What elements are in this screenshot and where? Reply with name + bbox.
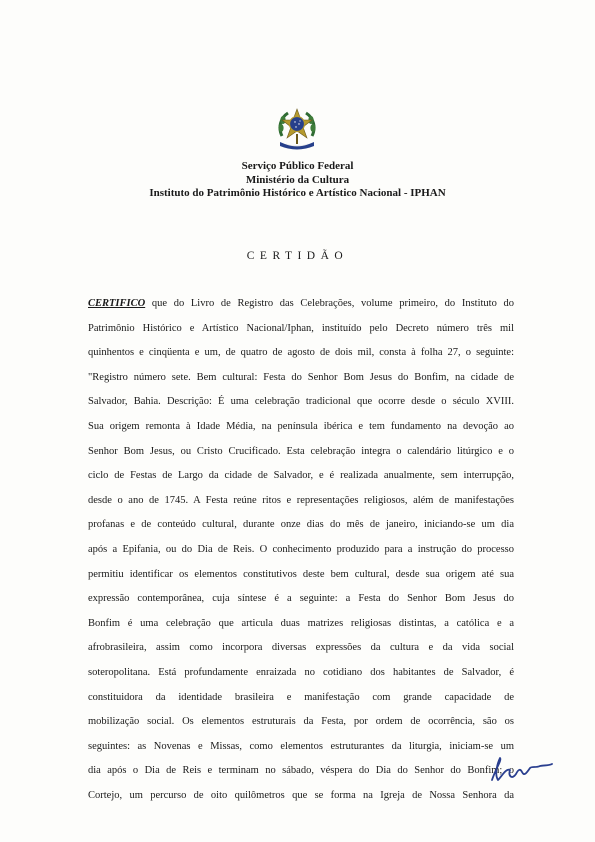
handwritten-signature-icon [488,752,556,786]
body-line [88,292,514,317]
body-line: desde o ano de 1745. A Festa reúne ritos e representações religiosos, além de manifestações [88,494,514,506]
letterhead [0,160,595,201]
service-name: Serviço Público Federal [241,160,354,172]
ministry-name: Ministério da Cultura [245,173,350,186]
body-line: Bonfim é uma celebração que articula duas matrizes religiosas distintas, a católica e a [88,617,514,629]
first-line-text: que do Livro de Registro das Celebrações, volume primeiro, do Instituto do [151,298,514,309]
coat-of-arms-icon [274,106,320,152]
body-line: Salvador, Bahia. Descrição: É uma celebração tradicional que ocorre desde o século XVIII. [88,396,514,408]
certificate-body [88,292,514,808]
body-line: mobilização social. Os elementos estruturais da Festa, por ordem de ocorrência, são os [88,716,514,728]
institute-name: Instituto do Patrimônio Histórico e Artístico Nacional - IPHAN [149,187,446,199]
body-line: expressão contemporânea, cuja síntese é a seguinte: a Festa do Senhor Bom Jesus do [88,593,514,605]
body-line: quinhentos e cinqüenta e um, de quatro de agosto de dois mil, consta à folha 27, o seguinte: [88,347,514,359]
body-line: Cortejo, um percurso de oito quilômetros que se forma na Igreja de Nossa Senhora da [88,789,514,801]
body-line: após a Epifania, ou do Dia de Reis. O conhecimento produzido para a instrução do processo [88,543,514,555]
body-line: Senhor Bom Jesus, ou Cristo Crucificado. Esta celebração integra o calendário litúrgico e o [88,445,514,457]
body-line: afrobrasileira, assim como incorpora diversas expressões da cultura e da vida social [88,642,514,654]
document-title: CERTIDÃO [246,250,349,262]
body-line: Patrimônio Histórico e Artístico Nacional/Iphan, instituído pelo Decreto número três mil [88,322,514,334]
body-line: soteropolitana. Está profundamente enraizada no cotidiano dos habitantes de Salvador, é [88,666,514,678]
body-line: dia após o Dia de Reis e terminam no sábado, véspera do Dia do Senhor do Bonfim; o [88,765,514,777]
body-line: constituidora da identidade brasileira e manifestação com grande capacidade de [88,691,514,703]
body-line: "Registro número sete. Bem cultural: Festa do Senhor Bom Jesus do Bonfim, na cidade de [88,371,514,383]
body-line: permitiu identificar os elementos constitutivos deste bem cultural, desde sua origem até sua [88,568,514,580]
body-line: Sua origem remonta à Idade Média, na península ibérica e tem fundamento na devoção ao [88,420,514,432]
body-line: profanas e de conteúdo cultural, durante onze dias do mês de janeiro, iniciando-se um dia [88,519,514,531]
body-line: ciclo de Festas de Largo da cidade de Salvador, e é realizada anualmente, sem interrupção, [88,470,514,482]
lead-word: CERTIFICO [88,298,146,309]
body-line: seguintes: as Novenas e Missas, como elementos estruturantes da liturgia, iniciam-se um [88,740,514,752]
